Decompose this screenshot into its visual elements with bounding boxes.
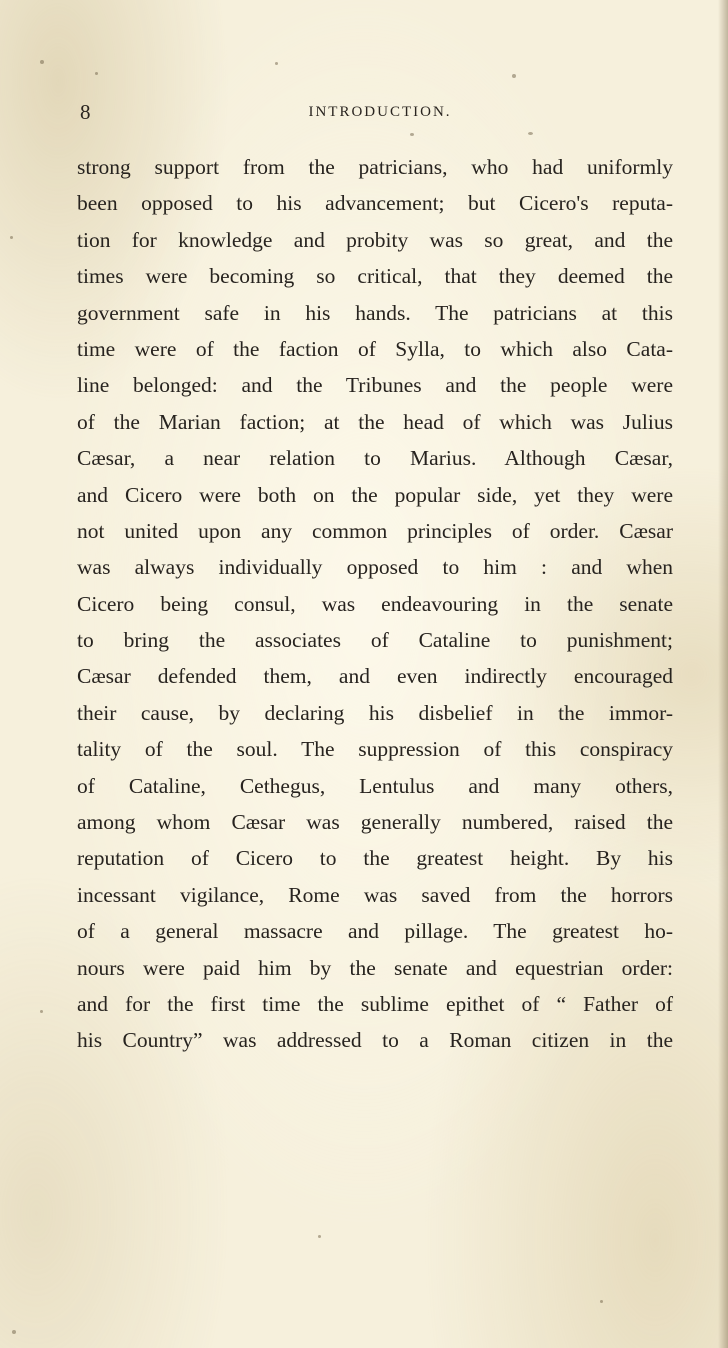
text-line: nours were paid him by the senate and equestrian order: (77, 955, 673, 980)
text-line: line belonged: and the Tribunes and the people were (77, 373, 673, 398)
text-line: Cicero being consul, was endeavouring in the senate (77, 591, 673, 616)
text-line: of the Marian faction; at the head of which was Julius (77, 409, 673, 434)
text-line: was always individually opposed to him : and when (77, 555, 673, 580)
page-spine-shadow (718, 0, 728, 1348)
text-line: Cæsar, a near relation to Marius. Although Cæsar, (77, 446, 673, 471)
text-line: Cæsar defended them, and even indirectly encouraged (77, 664, 673, 689)
paper-speck (40, 1010, 43, 1013)
text-line: government safe in his hands. The patricians at this (77, 300, 673, 325)
paper-speck (40, 60, 44, 64)
text-line: and Cicero were both on the popular side, yet they were (77, 482, 673, 507)
text-line: tion for knowledge and probity was so great, and the (77, 227, 673, 252)
paper-speck (275, 62, 278, 65)
paper-speck (410, 133, 414, 136)
text-line: not united upon any common principles of order. Cæsar (77, 518, 673, 543)
body-text (77, 149, 673, 1059)
paper-speck (95, 72, 98, 75)
text-line: strong support from the patricians, who had uniformly (77, 155, 673, 179)
text-line: been opposed to his advancement; but Cicero's reputa- (77, 191, 673, 216)
text-line: reputation of Cicero to the greatest height. By his (77, 846, 673, 871)
text-line: among whom Cæsar was generally numbered, raised the (77, 810, 673, 835)
text-line: incessant vigilance, Rome was saved from the horrors (77, 882, 673, 907)
paper-speck (528, 132, 533, 135)
paper-speck (12, 1330, 16, 1334)
text-line: time were of the faction of Sylla, to which also Cata- (77, 336, 673, 361)
paper-speck (600, 1300, 603, 1303)
running-head: INTRODUCTION. (308, 104, 452, 120)
page-number: 8 (80, 100, 91, 124)
text-line: their cause, by declaring his disbelief in the immor- (77, 700, 673, 725)
text-line: tality of the soul. The suppression of this conspiracy (77, 737, 673, 762)
text-line: of Cataline, Cethegus, Lentulus and many others, (77, 773, 673, 798)
text-line: of a general massacre and pillage. The greatest ho- (77, 919, 673, 944)
text-line: times were becoming so critical, that they deemed the (77, 264, 673, 289)
paper-speck (512, 74, 516, 78)
paper-speck (10, 236, 13, 239)
text-line: and for the first time the sublime epithet of “ Father of (77, 991, 673, 1016)
text-line: to bring the associates of Cataline to punishment; (77, 628, 673, 653)
paper-speck (318, 1235, 321, 1238)
text-line: his Country” was addressed to a Roman citizen in the (77, 1028, 673, 1053)
